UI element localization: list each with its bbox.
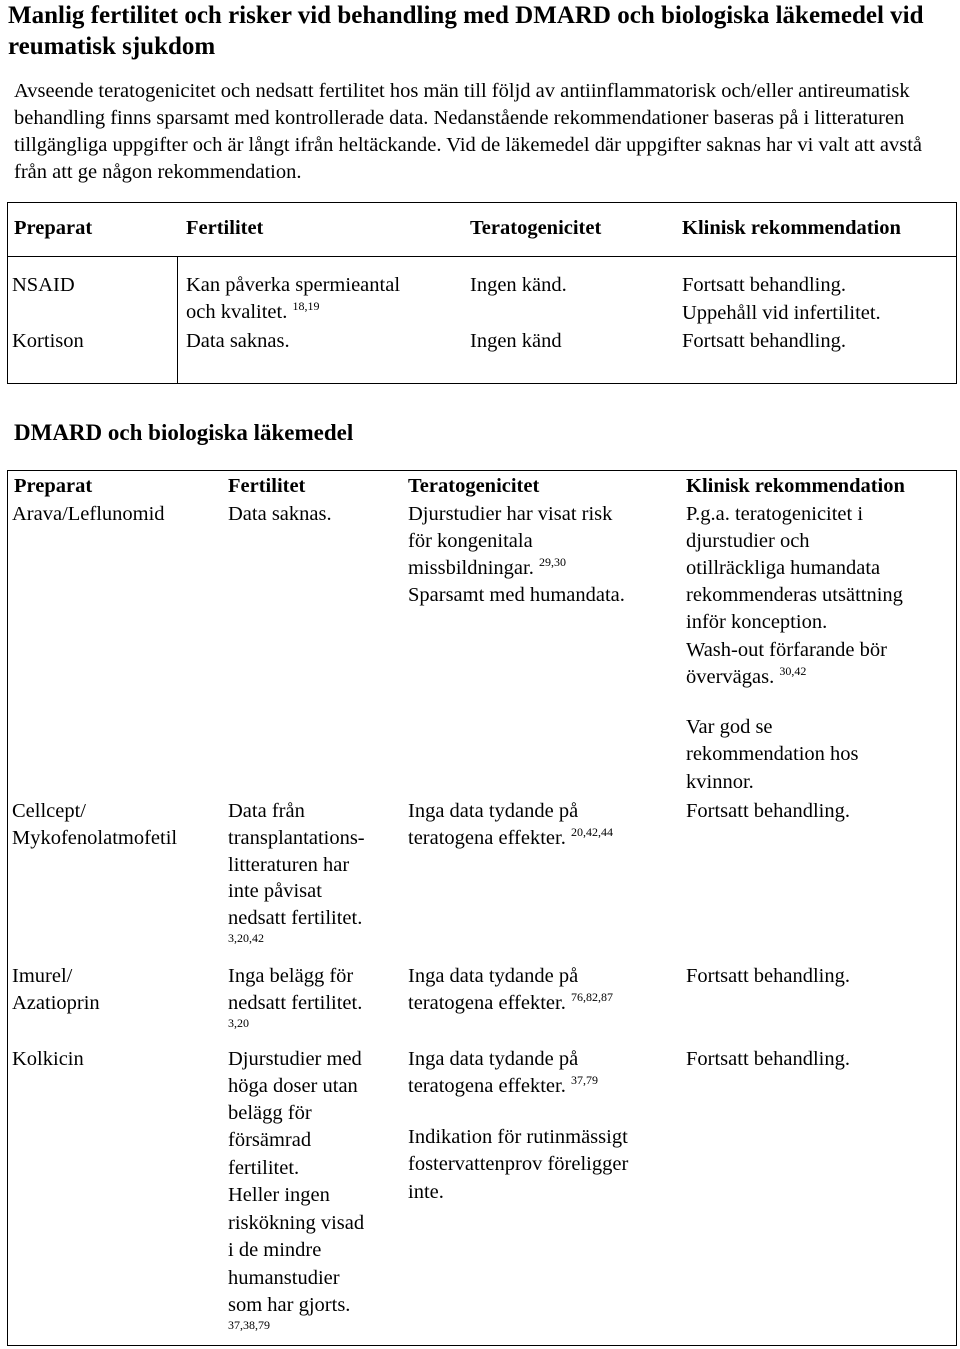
table1-header-teratogenicitet: Teratogenicitet (470, 217, 602, 239)
table2-cell-teratogenicitet: Inga data tydande på (408, 800, 579, 822)
table2-cell-preparat: Mykofenolatmofetil (12, 827, 178, 849)
table1-border-right (956, 202, 957, 384)
reference-superscript: 37,79 (570, 1073, 598, 1087)
table2-cell-teratogenicitet: Inga data tydande på (408, 1048, 579, 1070)
table2-cell-preparat: Kolkicin (12, 1048, 84, 1070)
table2-cell-fertilitet: i de mindre (228, 1239, 322, 1261)
table2-border-left (7, 470, 8, 1346)
table2-cell-teratogenicitet: för kongenitala (408, 530, 533, 552)
table2-border-right (956, 470, 957, 1346)
table2-cell-preparat: Cellcept/ (12, 800, 87, 822)
table2-cell-preparat: Arava/Leflunomid (12, 503, 165, 525)
table2-cell-fertilitet: nedsatt fertilitet. (228, 907, 363, 929)
table1-cell-rekommendation: Uppehåll vid infertilitet. (682, 302, 881, 324)
table2-cell-teratogenicitet: missbildningar. $^{29,30}$ (408, 555, 566, 579)
table2-cell-fertilitet: Djurstudier med (228, 1048, 362, 1070)
table1-header-rekommendation: Klinisk rekommendation (682, 217, 901, 239)
table2-cell-teratogenicitet: Indikation för rutinmässigt (408, 1126, 628, 1148)
table2-cell-rekommendation: rekommenderas utsättning (686, 584, 903, 606)
table2-header-fertilitet: Fertilitet (228, 475, 306, 497)
table1-border-left (7, 202, 8, 384)
table2-cell-fertilitet: litteraturen har (228, 854, 350, 876)
table2-cell-rekommendation: Fortsatt behandling. (686, 800, 850, 822)
table2-cell-rekommendation: kvinnor. (686, 771, 754, 793)
table2-cell-fertilitet: höga doser utan (228, 1075, 358, 1097)
table2-header-teratogenicitet: Teratogenicitet (408, 475, 540, 497)
table2-cell-fertilitet: försämrad (228, 1129, 312, 1151)
table1-col-divider (177, 256, 178, 384)
table2-cell-rekommendation: djurstudier och (686, 530, 810, 552)
table2-cell-teratogenicitet: teratogena effekter. $^{37,79}$ (408, 1073, 598, 1097)
table2-cell-preparat: Imurel/ (12, 965, 73, 987)
table2-cell-fertilitet: riskökning visad (228, 1212, 365, 1234)
table2-cell-rekommendation: Wash-out förfarande bör (686, 639, 887, 661)
table2-border-bottom (7, 1345, 957, 1346)
page-title: Manlig fertilitet och risker vid behandling med DMARD och biologiska läkemedel vid reumatisk sjukdom (8, 2, 924, 60)
reference-superscript: 20,42,44 (570, 825, 613, 839)
reference-superscript: 29,30 (538, 555, 566, 569)
table1-header-divider (7, 256, 957, 257)
table1-cell-rekommendation: Fortsatt behandling. (682, 274, 846, 296)
table1-cell-fertilitet: Data saknas. (186, 330, 290, 352)
table2-cell-teratogenicitet: teratogena effekter. $^{20,42,44}$ (408, 825, 613, 849)
table2-cell-fertilitet: Inga belägg för (228, 965, 354, 987)
table1-header-fertilitet: Fertilitet (186, 217, 264, 239)
table2-cell-teratogenicitet: Djurstudier har visat risk (408, 503, 613, 525)
table2-cell-fertilitet: Data saknas. (228, 503, 332, 525)
table1-border-bottom (7, 383, 957, 384)
table1-header-preparat: Preparat (14, 217, 93, 239)
reference-superscript: 3,20,42 (228, 931, 264, 945)
table2-header-preparat: Preparat (14, 475, 93, 497)
table1-cell-fertilitet: Kan påverka spermieantal (186, 274, 401, 296)
intro-paragraph: Avseende teratogenicitet och nedsatt fertilitet hos män till följd av antiinflammatorisk och/eller antireumatisk behandling finns sparsamt med kontrollerade data. Nedanstående rekommendationer baseras på i litteraturen tillgängliga uppgifter och är långt ifrån heltäckande. Vid de läkemedel där uppgifter saknas har vi valt att avstå från att ge någon rekommendation. (14, 80, 923, 183)
reference-superscript: 3,20 (228, 1016, 249, 1030)
table2-cell-fertilitet: humanstudier (228, 1267, 340, 1289)
table2-cell-fertilitet: transplantations- (228, 827, 365, 849)
table2-cell-preparat: Azatioprin (12, 992, 100, 1014)
table2-cell-teratogenicitet: Sparsamt med humandata. (408, 584, 625, 606)
table2-cell-fertilitet: belägg för (228, 1102, 312, 1124)
table2-cell-rekommendation: Fortsatt behandling. (686, 965, 850, 987)
table2-cell-rekommendation: P.g.a. teratogenicitet i (686, 503, 864, 525)
table2-cell-rekommendation: rekommendation hos (686, 743, 859, 765)
table1-cell-preparat: NSAID (12, 274, 75, 296)
table2-cell-fertilitet: fertilitet. (228, 1157, 300, 1179)
table2-border-top (7, 470, 957, 471)
table1-border-top (7, 202, 957, 203)
table2-cell-rekommendation: övervägas. $^{30,42}$ (686, 664, 807, 688)
section-heading: DMARD och biologiska läkemedel (14, 420, 354, 445)
table2-cell-teratogenicitet: fostervattenprov föreligger (408, 1153, 629, 1175)
table2-cell-fertilitet: som har gjorts. (228, 1294, 351, 1316)
reference-superscript: 37,38,79 (228, 1318, 270, 1332)
table2-cell-fertilitet: inte påvisat (228, 880, 322, 902)
table2-cell-rekommendation: inför konception. (686, 611, 828, 633)
table1-cell-teratogenicitet: Ingen känd. (470, 274, 567, 296)
reference-superscript: 18,19 (292, 299, 320, 313)
table2-cell-teratogenicitet: teratogena effekter. $^{76,82,87}$ (408, 990, 613, 1014)
table1-cell-preparat: Kortison (12, 330, 84, 352)
table2-cell-fertilitet: Data från (228, 800, 305, 822)
table1-cell-fertilitet: och kvalitet. $^{18,19}$ (186, 299, 320, 323)
table2-cell-rekommendation: otillräckliga humandata (686, 557, 881, 579)
table2-cell-rekommendation: Var god se (686, 716, 773, 738)
table2-header-rekommendation: Klinisk rekommendation (686, 475, 905, 497)
table2-cell-teratogenicitet: inte. (408, 1181, 444, 1203)
reference-superscript: 76,82,87 (570, 990, 613, 1004)
table2-cell-fertilitet: Heller ingen (228, 1184, 330, 1206)
reference-superscript: 30,42 (779, 664, 807, 678)
table2-cell-rekommendation: Fortsatt behandling. (686, 1048, 850, 1070)
table1-cell-teratogenicitet: Ingen känd (470, 330, 562, 352)
table2-cell-fertilitet: nedsatt fertilitet. (228, 992, 363, 1014)
table2-cell-teratogenicitet: Inga data tydande på (408, 965, 579, 987)
table1-cell-rekommendation: Fortsatt behandling. (682, 330, 846, 352)
